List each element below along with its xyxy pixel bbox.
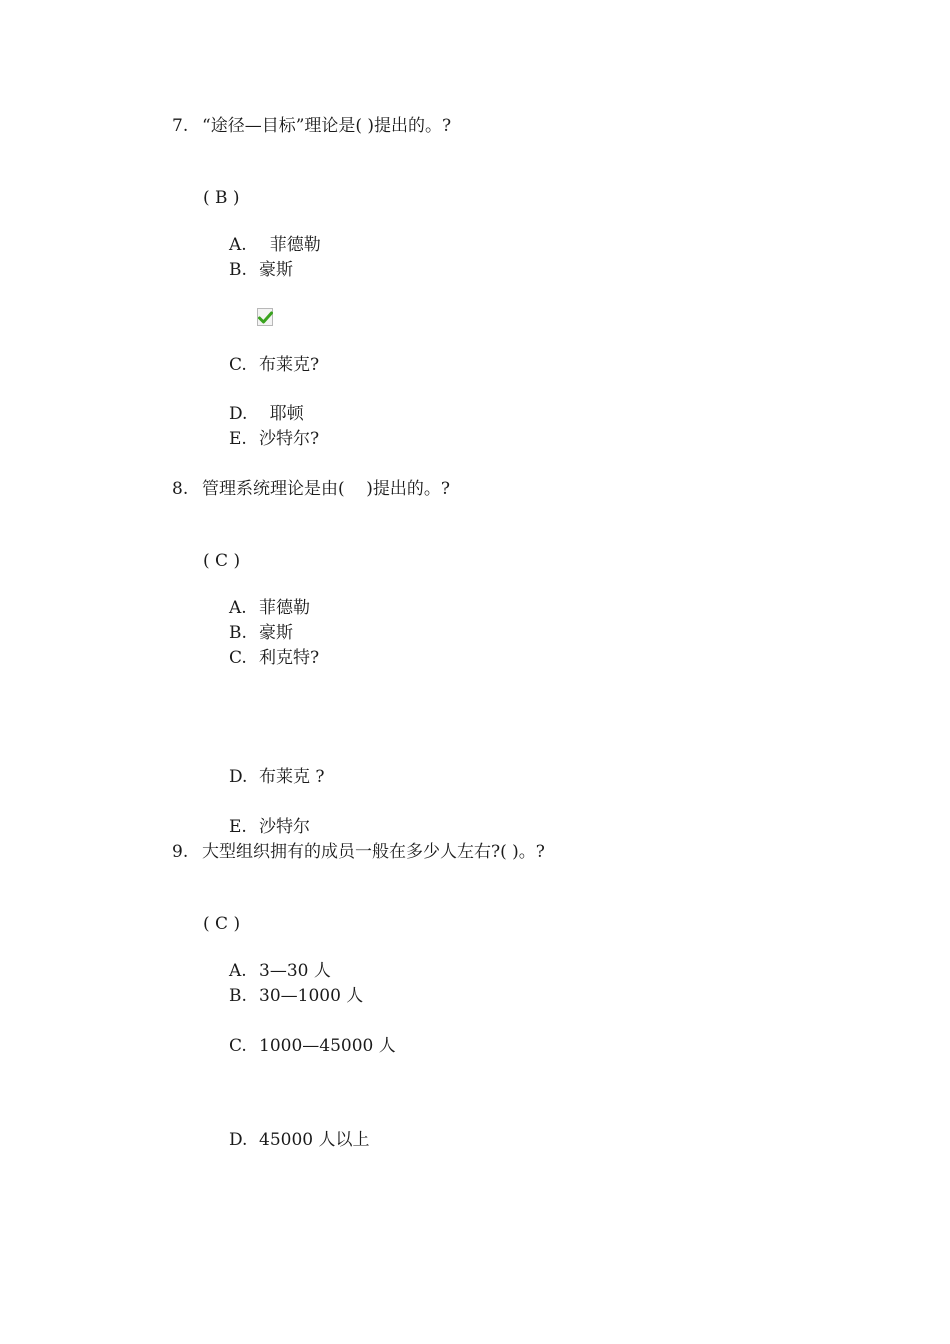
q7-option-b-text: 豪斯 <box>259 260 293 280</box>
question-7-answer: ( B ) <box>203 188 240 208</box>
q9-option-a-letter: A. <box>229 961 247 981</box>
q9-option-b-text: 30—1000 人 <box>259 986 364 1006</box>
green-checkmark-icon <box>257 308 273 326</box>
q8-option-d-letter: D. <box>229 767 248 787</box>
q9-option-d-text: 45000 人以上 <box>259 1130 370 1150</box>
q9-option-c-text: 1000—45000 人 <box>259 1036 396 1056</box>
q7-option-c-text: 布莱克? <box>259 355 320 375</box>
q8-option-a-letter: A. <box>229 598 247 618</box>
q7-option-d-letter: D. <box>229 404 248 424</box>
q7-option-a-text: 菲德勒 <box>259 235 321 255</box>
question-8-number: 8. <box>172 479 189 499</box>
q7-option-e-letter: E. <box>229 429 247 449</box>
q8-option-c-text: 利克特? <box>259 648 320 668</box>
q9-option-b-letter: B. <box>229 986 247 1006</box>
question-9-answer: ( C ) <box>203 914 241 934</box>
q7-option-a-letter: A. <box>229 235 247 255</box>
q7-option-b-letter: B. <box>229 260 247 280</box>
question-8-answer: ( C ) <box>203 551 241 571</box>
question-8-text: 管理系统理论是由( )提出的。? <box>202 479 450 499</box>
q9-option-a-text: 3—30 人 <box>259 961 331 981</box>
q8-option-a-text: 菲德勒 <box>259 598 310 618</box>
question-9-text: 大型组织拥有的成员一般在多少人左右?( )。? <box>202 842 545 862</box>
q8-option-d-text: 布莱克 ? <box>259 767 325 787</box>
question-7-number: 7. <box>172 116 189 136</box>
q7-option-d-text: 耶顿 <box>259 404 304 424</box>
q8-option-b-text: 豪斯 <box>259 623 293 643</box>
q8-option-c-letter: C. <box>229 648 247 668</box>
q9-option-d-letter: D. <box>229 1130 248 1150</box>
q9-option-c-letter: C. <box>229 1036 247 1056</box>
question-7-text: “途径—目标”理论是( )提出的。? <box>202 116 452 136</box>
q7-option-c-letter: C. <box>229 355 247 375</box>
q7-option-e-text: 沙特尔? <box>259 429 320 449</box>
q8-option-e-text: 沙特尔 <box>259 817 310 837</box>
q8-option-b-letter: B. <box>229 623 247 643</box>
q8-option-e-letter: E. <box>229 817 247 837</box>
question-9-number: 9. <box>172 842 189 862</box>
